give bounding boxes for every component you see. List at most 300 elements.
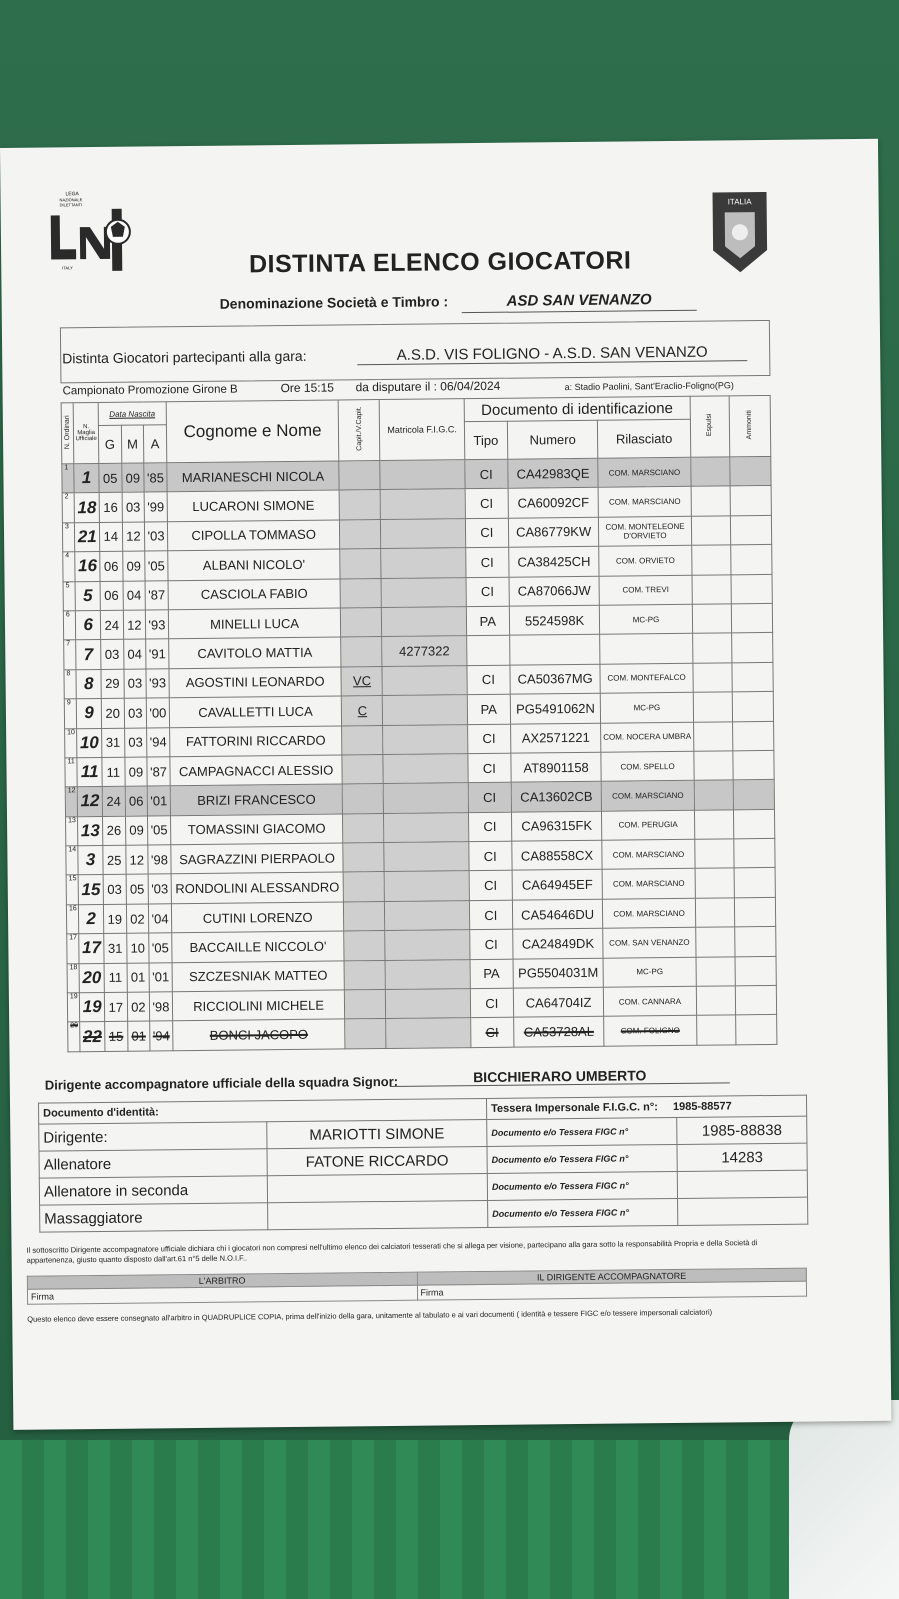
captain-mark <box>343 872 384 902</box>
delivery-note: Questo elenco deve essere consegnato all'arbitro in QUADRUPLICE COPIA, prima dell'inizio della gara, unitamente al tabulato e ai vari documenti ( identità e tessere FIGC e/o tessere impersonali calciatori) <box>27 1307 713 1324</box>
expelled-cell <box>696 1015 735 1045</box>
birth-day: 25 <box>103 845 126 875</box>
accompanying-manager-label: Dirigente accompagnatore ufficiale della squadra Signor: <box>44 1073 399 1093</box>
birth-year: '87 <box>145 580 168 610</box>
captain-mark <box>344 960 385 990</box>
doc-type: CI <box>465 489 508 519</box>
birth-year: '05 <box>145 551 168 581</box>
doc-number: CA50367MG <box>510 664 601 694</box>
birth-year: '05 <box>149 933 172 963</box>
player-name: CAVITOLO MATTIA <box>168 637 341 668</box>
doc-issuer: COM. PERUGIA <box>602 810 695 840</box>
doc-type: PA <box>470 959 513 989</box>
player-name: MINELLI LUCA <box>168 608 341 639</box>
figc-number <box>381 548 466 578</box>
doc-issuer <box>600 634 693 664</box>
birth-year: '93 <box>146 668 169 698</box>
doc-type: CI <box>469 929 512 959</box>
birth-year: '93 <box>146 610 169 640</box>
birth-day: 19 <box>103 904 126 934</box>
doc-issuer: COM. MONTELEONE D'ORVIETO <box>599 516 692 546</box>
declaration-text: Il sottoscritto Dirigente accompagnatore ufficiale dichiara chi i giocatori non compresi nell'ultimo elenco dei calciatori tesserati che si allega per visione, partecipano alla gara sotto la responsabilità Propria e della Società di appartenenza, giusto quanto disposto dall'art.61 n°5 delle N.O.I.F.. <box>26 1238 758 1265</box>
expelled-cell <box>694 780 733 810</box>
player-name: RONDOLINI ALESSANDRO <box>171 872 344 903</box>
birth-year: '03 <box>148 874 171 904</box>
col-numero: Numero <box>507 421 598 460</box>
birth-year: '94 <box>147 727 170 757</box>
player-shirt-number: 18 <box>74 493 99 523</box>
birth-day: 24 <box>102 787 125 817</box>
birth-year: '91 <box>146 639 169 669</box>
figc-number <box>383 724 468 754</box>
expelled-cell <box>693 692 732 722</box>
doc-type: CI <box>466 577 509 607</box>
staff-table <box>38 1095 808 1233</box>
figc-number <box>382 665 467 695</box>
player-shirt-number: 16 <box>75 552 100 582</box>
staff-role: Dirigente: <box>39 1122 267 1151</box>
doc-type: CI <box>467 665 510 695</box>
player-name: CAMPAGNACCI ALESSIO <box>170 755 343 786</box>
col-capt: Capit./V.Capit. <box>339 400 381 461</box>
doc-type: CI <box>465 459 508 489</box>
doc-issuer: COM. SPELLO <box>601 751 694 781</box>
doc-number: CA54646DU <box>512 899 603 929</box>
booked-cell <box>730 486 771 516</box>
player-shirt-number: 20 <box>79 963 104 993</box>
svg-text:NAZIONALE: NAZIONALE <box>59 197 83 203</box>
expelled-cell <box>695 927 734 957</box>
staff-doc-label: Documento e/o Tessera FIGC n° <box>488 1198 678 1227</box>
doc-issuer: COM. CANNARA <box>604 986 697 1016</box>
player-shirt-number: 12 <box>78 787 103 817</box>
booked-cell <box>734 839 775 869</box>
expelled-cell <box>695 898 734 928</box>
expelled-cell <box>695 868 734 898</box>
player-name: BONCI JACOPO <box>172 1019 345 1050</box>
birth-year: '99 <box>144 492 167 522</box>
player-name: BRIZI FRANCESCO <box>170 784 343 815</box>
manager-signature: Firma <box>417 1281 807 1300</box>
kickoff-time: Ore 15:15 <box>280 380 334 396</box>
staff-doc-value: 1985-88838 <box>677 1116 807 1144</box>
player-name: CUTINI LORENZO <box>171 902 344 933</box>
booked-cell <box>735 1015 776 1045</box>
figc-number <box>384 783 469 813</box>
birth-day: 20 <box>101 698 124 728</box>
booked-cell <box>731 633 772 663</box>
expelled-cell <box>696 986 735 1016</box>
player-ordinal: 10 <box>65 728 78 758</box>
expelled-cell <box>692 574 731 604</box>
player-name: SAGRAZZINI PIERPAOLO <box>171 843 344 874</box>
doc-issuer: COM. MARSCIANO <box>598 457 691 487</box>
figc-number <box>386 959 471 989</box>
doc-number: CA86779KW <box>508 517 599 547</box>
player-shirt-number: 22 <box>80 1022 105 1052</box>
doc-type: CI <box>470 988 513 1018</box>
table-row <box>68 1015 777 1052</box>
doc-issuer: COM. MARSCIANO <box>602 839 695 869</box>
birth-year: '05 <box>148 815 171 845</box>
col-nome: Cognome e Nome <box>166 400 339 463</box>
figc-number <box>386 1018 471 1048</box>
captain-mark <box>340 578 381 608</box>
manager-header: IL DIRIGENTE ACCOMPAGNATORE <box>417 1268 807 1285</box>
birth-month: 09 <box>125 816 148 846</box>
birth-month: 02 <box>127 992 150 1022</box>
doc-number: CA87066JW <box>509 576 600 606</box>
grass-background <box>0 1440 899 1599</box>
id-document-label: Documento d'identità: <box>39 1098 487 1124</box>
expelled-cell <box>691 545 730 575</box>
birth-day: 15 <box>105 1022 128 1052</box>
doc-type: PA <box>466 606 509 636</box>
player-ordinal: 13 <box>66 816 79 846</box>
staff-role: Allenatore <box>39 1149 267 1178</box>
doc-number: CA53728AL <box>514 1017 605 1047</box>
doc-type: CI <box>465 547 508 577</box>
player-name: MARIANESCHI NICOLA <box>167 461 340 492</box>
doc-number: CA96315FK <box>511 811 602 841</box>
svg-text:ITALIA: ITALIA <box>727 197 752 207</box>
figc-number <box>382 577 467 607</box>
player-ordinal: 4 <box>63 552 76 582</box>
player-shirt-number: 7 <box>76 640 101 670</box>
captain-mark <box>339 461 380 491</box>
player-name: CIPOLLA TOMMASO <box>167 520 340 551</box>
player-name: BACCAILLE NICCOLO' <box>172 931 345 962</box>
birth-day: 16 <box>99 493 122 523</box>
captain-mark <box>344 901 385 931</box>
expelled-cell <box>692 604 731 634</box>
birth-month: 09 <box>122 551 145 581</box>
player-name: SZCZESNIAK MATTEO <box>172 961 345 992</box>
doc-type: CI <box>469 871 512 901</box>
birth-month: 01 <box>127 1021 150 1051</box>
doc-issuer: COM. MARSCIANO <box>603 898 696 928</box>
captain-mark <box>339 490 380 520</box>
staff-name: FATONE RICCARDO <box>267 1146 487 1175</box>
doc-type: CI <box>468 782 511 812</box>
captain-mark: VC <box>341 666 382 696</box>
staff-doc-label: Documento e/o Tessera FIGC n° <box>487 1117 677 1146</box>
captain-mark <box>341 607 382 637</box>
staff-doc-label: Documento e/o Tessera FIGC n° <box>487 1171 677 1200</box>
expelled-cell <box>694 751 733 781</box>
doc-type: CI <box>469 841 512 871</box>
birth-day: 06 <box>100 581 123 611</box>
booked-cell <box>733 809 774 839</box>
doc-issuer: COM. ORVIETO <box>599 545 692 575</box>
player-shirt-number: 11 <box>77 757 102 787</box>
birth-month: 03 <box>124 728 147 758</box>
birth-year: '01 <box>149 962 172 992</box>
doc-issuer: MC-PG <box>601 692 694 722</box>
player-name: ALBANI NICOLO' <box>168 549 341 580</box>
player-shirt-number: 6 <box>76 610 101 640</box>
player-ordinal: 16 <box>66 905 79 935</box>
svg-text:ITALY: ITALY <box>62 265 73 271</box>
expelled-cell <box>693 721 732 751</box>
player-ordinal: 15 <box>66 875 79 905</box>
col-maglia: N. Maglia Ufficiale <box>73 402 98 463</box>
player-name: CASCIOLA FABIO <box>168 579 341 610</box>
player-ordinal: 8 <box>64 669 77 699</box>
staff-name <box>268 1200 488 1229</box>
booked-cell <box>730 515 771 545</box>
captain-mark <box>345 990 386 1020</box>
booked-cell <box>733 750 774 780</box>
booked-cell <box>730 456 771 486</box>
player-shirt-number: 9 <box>77 699 102 729</box>
player-ordinal: 6 <box>63 611 76 641</box>
doc-issuer: COM. NOCERA UMBRA <box>601 722 694 752</box>
figc-number <box>384 842 469 872</box>
player-name: TOMASSINI GIACOMO <box>170 814 343 845</box>
booked-cell <box>735 956 776 986</box>
birth-month: 01 <box>127 963 150 993</box>
birth-year: '00 <box>146 698 169 728</box>
expelled-cell <box>693 663 732 693</box>
svg-text:DILETTANTI: DILETTANTI <box>59 202 83 208</box>
doc-type: CI <box>465 518 508 548</box>
col-ammoniti: Ammoniti <box>729 395 771 456</box>
championship: Campionato Promozione Girone B <box>62 383 238 398</box>
captain-mark <box>345 1019 386 1049</box>
figc-card-value: 1985-88577 <box>672 1100 732 1114</box>
birth-year: '03 <box>145 522 168 552</box>
staff-name: MARIOTTI SIMONE <box>267 1119 487 1148</box>
birth-month: 09 <box>121 463 144 493</box>
birth-month: 04 <box>123 581 146 611</box>
player-shirt-number: 10 <box>77 728 102 758</box>
page-title: DISTINTA ELENCO GIOCATORI <box>248 246 632 279</box>
doc-issuer: COM. SAN VENANZO <box>603 928 696 958</box>
figc-number <box>381 518 466 548</box>
col-ordinari: N. Ordinari <box>61 403 74 464</box>
staff-name <box>267 1173 487 1202</box>
birth-month: 04 <box>123 639 146 669</box>
birth-month: 06 <box>125 786 148 816</box>
player-shirt-number: 15 <box>78 875 103 905</box>
player-shirt-number: 2 <box>79 904 104 934</box>
col-documento: Documento di identificazione <box>464 396 690 422</box>
birth-month: 12 <box>122 522 145 552</box>
doc-type: CI <box>467 724 510 754</box>
captain-mark <box>340 519 381 549</box>
player-ordinal: 20 <box>68 1022 81 1052</box>
birth-day: 11 <box>104 963 127 993</box>
figc-number <box>386 989 471 1019</box>
figc-number: 4277322 <box>382 636 467 666</box>
player-shirt-number: 17 <box>79 934 104 964</box>
booked-cell <box>733 780 774 810</box>
figc-number <box>385 871 470 901</box>
player-ordinal: 9 <box>64 699 77 729</box>
accompanying-manager-name: BICCHIERARO UMBERTO <box>390 1066 730 1087</box>
figc-number <box>385 930 470 960</box>
birth-day: 31 <box>104 933 127 963</box>
birth-month: 03 <box>124 669 147 699</box>
birth-year: '85 <box>144 463 167 493</box>
birth-year: '04 <box>149 904 172 934</box>
staff-doc-label: Documento e/o Tessera FIGC n° <box>487 1144 677 1173</box>
player-name: AGOSTINI LEONARDO <box>169 667 342 698</box>
birth-year: '87 <box>147 757 170 787</box>
figc-number <box>383 695 468 725</box>
player-ordinal: 7 <box>64 640 77 670</box>
referee-signature: Firma <box>27 1285 417 1304</box>
doc-type: CI <box>468 812 511 842</box>
player-shirt-number: 3 <box>78 846 103 876</box>
captain-mark <box>343 813 384 843</box>
doc-number: CA42983QE <box>508 458 599 488</box>
doc-number: CA64704IZ <box>513 987 604 1017</box>
doc-number: CA13602CB <box>511 782 602 812</box>
player-ordinal: 2 <box>62 493 75 523</box>
staff-role: Massaggiatore <box>40 1203 268 1232</box>
match-value: A.S.D. VIS FOLIGNO - A.S.D. SAN VENANZO <box>357 343 747 365</box>
booked-cell <box>732 662 773 692</box>
table-corner <box>789 1400 899 1599</box>
player-shirt-number: 13 <box>78 816 103 846</box>
birth-month: 03 <box>124 698 147 728</box>
birth-year: '01 <box>147 786 170 816</box>
player-ordinal: 3 <box>62 523 75 553</box>
player-shirt-number: 5 <box>75 581 100 611</box>
figc-card-label: Tessera Impersonale F.I.G.C. n°: <box>491 1101 658 1115</box>
col-matricola: Matricola F.I.G.C. <box>380 399 465 461</box>
birth-month: 09 <box>124 757 147 787</box>
booked-cell <box>731 574 772 604</box>
booked-cell <box>735 927 776 957</box>
booked-cell <box>732 692 773 722</box>
doc-type: CI <box>468 753 511 783</box>
player-ordinal: 19 <box>67 993 80 1023</box>
booked-cell <box>734 868 775 898</box>
player-name: RICCIOLINI MICHELE <box>172 990 345 1021</box>
doc-number: PG5504031M <box>513 958 604 988</box>
referee-header: L'ARBITRO <box>27 1272 417 1289</box>
expelled-cell <box>691 457 730 487</box>
captain-mark <box>340 549 381 579</box>
staff-doc-value <box>677 1170 807 1198</box>
captain-mark <box>343 784 384 814</box>
figc-number <box>381 489 466 519</box>
doc-issuer: COM. MONTEFALCO <box>600 663 693 693</box>
birth-month: 02 <box>126 904 149 934</box>
doc-issuer: MC-PG <box>603 957 696 987</box>
birth-year: '98 <box>148 845 171 875</box>
doc-issuer: MC-PG <box>600 604 693 634</box>
birth-month: 05 <box>126 874 149 904</box>
player-ordinal: 14 <box>66 846 79 876</box>
expelled-cell <box>691 486 730 516</box>
staff-role: Allenatore in seconda <box>39 1176 267 1205</box>
birth-year: '98 <box>150 992 173 1022</box>
birth-year: '94 <box>150 1021 173 1051</box>
doc-type: CI <box>470 1018 513 1048</box>
signature-table <box>27 1268 807 1305</box>
booked-cell <box>735 985 776 1015</box>
col-a: A <box>144 425 167 463</box>
player-name: FATTORINI RICCARDO <box>169 725 342 756</box>
staff-doc-value: 14283 <box>677 1143 807 1171</box>
col-nascita: Data Nascita <box>98 402 166 426</box>
expelled-cell <box>695 839 734 869</box>
birth-day: 03 <box>103 875 126 905</box>
doc-issuer: COM. TREVI <box>599 575 692 605</box>
player-name: LUCARONI SIMONE <box>167 490 340 521</box>
expelled-cell <box>696 956 735 986</box>
doc-type: PA <box>467 694 510 724</box>
doc-number: CA24849DK <box>513 928 604 958</box>
birth-day: 03 <box>101 640 124 670</box>
player-shirt-number: 1 <box>74 463 99 493</box>
player-ordinal: 5 <box>63 581 76 611</box>
col-espulsi: Espulsi <box>690 396 730 457</box>
match-date: da disputare il : 06/04/2024 <box>355 378 501 395</box>
birth-month: 12 <box>125 845 148 875</box>
doc-issuer: COM. MARSCIANO <box>602 869 695 899</box>
doc-number: CA64945EF <box>512 870 603 900</box>
doc-number: AX2571221 <box>510 723 601 753</box>
doc-number: PG5491062N <box>510 693 601 723</box>
doc-issuer: COM. MARSCIANO <box>601 781 694 811</box>
birth-day: 17 <box>104 992 127 1022</box>
denomination-value: ASD SAN VENANZO <box>462 291 697 313</box>
birth-day: 06 <box>100 551 123 581</box>
captain-mark <box>342 754 383 784</box>
player-shirt-number: 19 <box>80 992 105 1022</box>
col-tipo: Tipo <box>464 422 508 460</box>
team-sheet <box>0 139 891 1430</box>
doc-number: 5524598K <box>509 605 600 635</box>
birth-day: 05 <box>99 463 122 493</box>
player-shirt-number: 8 <box>76 669 101 699</box>
booked-cell <box>732 721 773 751</box>
doc-number <box>510 635 601 665</box>
denomination-label: Denominazione Società e Timbro : <box>219 293 449 312</box>
doc-type: CI <box>469 900 512 930</box>
doc-type <box>466 636 509 666</box>
booked-cell <box>734 897 775 927</box>
birth-month: 03 <box>122 492 145 522</box>
birth-month: 12 <box>123 610 146 640</box>
player-ordinal: 12 <box>65 787 78 817</box>
col-m: M <box>121 425 144 463</box>
figc-number <box>385 900 470 930</box>
player-ordinal: 18 <box>67 963 80 993</box>
expelled-cell <box>694 810 733 840</box>
doc-number: CA88558CX <box>512 840 603 870</box>
doc-number: AT8901158 <box>511 752 602 782</box>
player-ordinal: 11 <box>65 758 78 788</box>
player-ordinal: 17 <box>67 934 80 964</box>
player-shirt-number: 21 <box>75 522 100 552</box>
player-name: CAVALLETTI LUCA <box>169 696 342 727</box>
booked-cell <box>731 545 772 575</box>
figc-number <box>384 812 469 842</box>
match-venue: a: Stadio Paolini, Sant'Eraclio-Foligno(PG) <box>564 380 734 393</box>
expelled-cell <box>691 516 730 546</box>
col-g: G <box>98 426 121 464</box>
birth-day: 31 <box>102 728 125 758</box>
captain-mark <box>344 931 385 961</box>
col-rilasciato: Rilasciato <box>598 420 691 459</box>
expelled-cell <box>692 633 731 663</box>
